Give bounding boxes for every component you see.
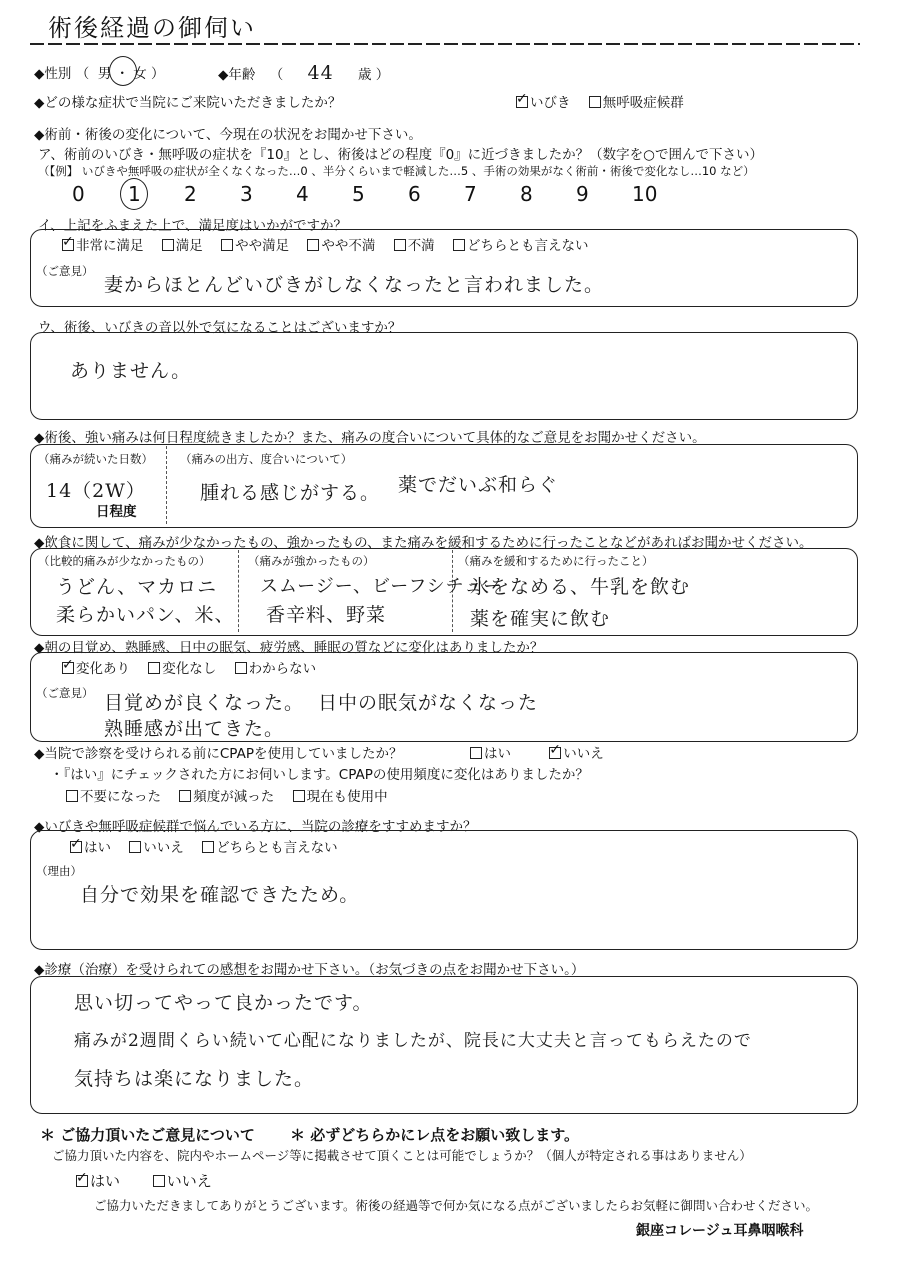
satisfaction-very-satisfied[interactable] xyxy=(62,238,144,254)
pain-question: ◆術後、強い痛みは何日程度続きましたか？また、痛みの度合いについて具体的なご意見をお聞かせください。 xyxy=(34,430,706,446)
food-col-relief-line-1[interactable]: 氷をなめる、牛乳を飲む xyxy=(470,576,691,598)
symptom-question: ◆どの様な症状で当院にご来院いただきましたか？ xyxy=(34,95,342,111)
cpap-options xyxy=(470,742,618,762)
satisfaction-neither[interactable] xyxy=(453,238,589,254)
option-label: いいえ xyxy=(143,840,184,856)
age-label: ◆年齢 xyxy=(218,67,256,83)
option-label: どちらとも言えない xyxy=(216,840,338,856)
reason-label: （理由） xyxy=(36,864,82,878)
sleep-changed[interactable] xyxy=(62,661,130,677)
option-label: はい xyxy=(84,840,111,856)
food-divider-1 xyxy=(238,550,239,632)
food-col-relief-label: （痛みを緩和するために行ったこと） xyxy=(458,554,654,568)
u-answer[interactable]: ありません。 xyxy=(70,360,192,382)
checkbox-icon xyxy=(589,96,601,108)
option-label: 変化なし xyxy=(162,661,217,677)
consent-no[interactable] xyxy=(153,1172,212,1190)
checkbox-icon xyxy=(453,239,465,251)
option-label: 変化あり xyxy=(76,661,130,677)
sleep-opinion-label: （ご意見） xyxy=(36,686,94,700)
pain-detail-answer-2[interactable]: 薬でだいぶ和らぐ xyxy=(398,474,559,496)
clinic-name: 銀座コレージュ耳鼻咽喉科 xyxy=(636,1223,804,1239)
option-label: やや満足 xyxy=(235,238,290,254)
checkbox-icon xyxy=(179,790,191,802)
scale-9[interactable]: 9 xyxy=(576,182,589,206)
question-a: ア、術前のいびき・無呼吸の症状を『10』とし、術後はどの程度『0』に近づきましたか？（数字を○で囲んで下さい） xyxy=(38,147,763,163)
recommend-no[interactable] xyxy=(129,840,184,856)
cpap-yes[interactable] xyxy=(470,746,511,762)
option-label: 非常に満足 xyxy=(76,238,144,254)
food-col-less-label: （比較的痛みが少なかったもの） xyxy=(38,554,211,568)
scale-8[interactable]: 8 xyxy=(520,182,533,206)
pain-detail-label: （痛みの出方、度合いについて） xyxy=(180,452,353,466)
gender-row xyxy=(34,62,164,82)
gender-female-option[interactable]: 女 xyxy=(133,66,147,82)
pain-detail-answer-1[interactable]: 腫れる感じがする。 xyxy=(200,482,381,504)
satisfaction-satisfied[interactable] xyxy=(162,238,203,254)
cpap-no[interactable] xyxy=(549,746,604,762)
checkbox-checked-icon xyxy=(76,1175,88,1187)
checkbox-checked-icon xyxy=(62,662,74,674)
checkbox-icon xyxy=(235,662,247,674)
checkbox-icon xyxy=(153,1175,165,1187)
gender-paren-open: （ xyxy=(75,66,90,82)
cpap-question: ◆当院で診察を受けられる前にCPAPを使用していましたか？ xyxy=(34,746,403,762)
sleep-answer-3[interactable]: 熟睡感が出てきた。 xyxy=(104,718,285,740)
checkbox-icon xyxy=(66,790,78,802)
checkbox-icon xyxy=(293,790,305,802)
change-question: ◆術前・術後の変化について、今現在の状況をお聞かせ下さい。 xyxy=(34,127,422,143)
pain-divider xyxy=(166,446,167,524)
scale-example: （【例】 いびきや無呼吸の症状が全くなくなった…0 、半分くらいまで軽減した…5 、手術の効果がなく術前・術後で変化なし…10 など） xyxy=(38,164,755,178)
option-label: いいえ xyxy=(166,1172,212,1190)
satisfaction-somewhat-dissatisfied[interactable] xyxy=(307,238,375,254)
gender-paren-close: ） xyxy=(150,66,165,82)
age-value[interactable]: 44 xyxy=(307,62,334,84)
checkbox-icon xyxy=(202,841,214,853)
checkbox-icon xyxy=(162,239,174,251)
food-col-strong-line-1[interactable]: スムージー、ビーフシチュー xyxy=(260,576,503,597)
footer-heading-1: ＊ ご協力頂いたご意見について xyxy=(40,1126,255,1144)
age-row xyxy=(218,62,389,84)
cpap-unneeded[interactable] xyxy=(66,789,161,805)
satisfaction-dissatisfied[interactable] xyxy=(394,238,435,254)
impression-line-1[interactable]: 思い切ってやって良かったです。 xyxy=(74,992,373,1014)
gender-male-option[interactable]: 男 xyxy=(97,66,112,82)
sleep-answer-1[interactable]: 目覚めが良くなった。 xyxy=(104,692,305,714)
gender-selected-circle xyxy=(109,56,137,86)
symptom-options xyxy=(516,91,698,111)
checkbox-icon xyxy=(129,841,141,853)
food-col-strong-line-2[interactable]: 香辛料、野菜 xyxy=(266,604,387,626)
sleep-question: ◆朝の目覚め、熟睡感、日中の眠気、疲労感、睡眠の質などに変化はありましたか？ xyxy=(34,640,544,656)
age-paren-close: ） xyxy=(375,67,390,83)
checkbox-icon xyxy=(307,239,319,251)
scale-0[interactable]: 0 xyxy=(72,182,85,206)
option-label: 頻度が減った xyxy=(193,789,275,805)
food-col-strong-label: （痛みが強かったもの） xyxy=(248,554,375,568)
scale-6[interactable]: 6 xyxy=(408,182,421,206)
checkbox-icon xyxy=(470,747,482,759)
checkbox-checked-icon xyxy=(549,747,561,759)
satisfaction-answer[interactable]: 妻からほとんどいびきがしなくなったと言われました。 xyxy=(104,274,605,296)
gender-separator: ・ xyxy=(115,66,129,82)
option-label: 不要になった xyxy=(80,789,161,805)
option-label: どちらとも言えない xyxy=(466,238,589,254)
scale-10[interactable]: 10 xyxy=(632,182,658,206)
sleep-unchanged[interactable] xyxy=(148,661,216,677)
checkbox-icon xyxy=(394,239,406,251)
consent-yes[interactable] xyxy=(76,1172,120,1190)
symptom-option-apnea[interactable] xyxy=(589,95,684,111)
scale-5[interactable]: 5 xyxy=(352,182,365,206)
thanks-text: ご協力いただきましてありがとうございます。術後の経過等で何か気になる点がございましたらお気軽に御問い合わせください。 xyxy=(94,1198,819,1213)
option-label: やや不満 xyxy=(321,238,376,254)
impression-line-3[interactable]: 気持ちは楽になりました。 xyxy=(74,1068,315,1090)
recommend-options xyxy=(70,836,352,856)
gender-label: ◆性別 xyxy=(34,66,72,82)
scale-1[interactable]: 1 xyxy=(128,182,141,206)
scale-selected-circle xyxy=(120,178,148,210)
option-label: いいえ xyxy=(563,746,604,762)
option-label: いびき xyxy=(530,95,571,111)
pain-days-value[interactable]: 14（2W） xyxy=(46,480,146,502)
scale-3[interactable]: 3 xyxy=(240,182,253,206)
sleep-unknown[interactable] xyxy=(235,661,317,677)
food-col-less-line-2[interactable]: 柔らかいパン、米、 xyxy=(56,604,235,626)
option-label: はい xyxy=(90,1172,121,1190)
food-question: ◆飲食に関して、痛みが少なかったもの、強かったもの、また痛みを緩和するために行ったことなどがあればお聞かせください。 xyxy=(34,535,813,551)
pain-days-label: （痛みが続いた日数） xyxy=(38,452,153,466)
footer-heading-2: ＊ 必ずどちらかにレ点をお願い致します。 xyxy=(290,1126,580,1144)
scale-4[interactable]: 4 xyxy=(296,182,309,206)
recommend-question: ◆いびきや無呼吸症候群で悩んでいる方に、当院の診療をすすめますか？ xyxy=(34,819,477,835)
satisfaction-somewhat-satisfied[interactable] xyxy=(221,238,289,254)
checkbox-checked-icon xyxy=(62,239,74,251)
age-paren-open: （ xyxy=(269,67,284,83)
consent-options xyxy=(76,1170,226,1191)
question-u: ウ、術後、いびきの音以外で気になることはございますか？ xyxy=(38,320,402,336)
option-label: 不満 xyxy=(407,238,435,254)
title-underline xyxy=(30,40,860,48)
cpap-sub-question: ・『はい』にチェックされた方にお伺いします。CPAPの使用頻度に変化はありましたか？ xyxy=(50,767,589,783)
option-label: わからない xyxy=(248,661,317,677)
recommend-yes[interactable] xyxy=(70,840,111,856)
impression-line-2[interactable]: 痛みが2週間くらい続いて心配になりましたが、院長に大丈夫と言ってもらえたので xyxy=(74,1031,752,1051)
pain-days-unit: 日程度 xyxy=(96,504,137,520)
scale-2[interactable]: 2 xyxy=(184,182,197,206)
food-col-relief-line-2[interactable]: 薬を確実に飲む xyxy=(470,608,611,630)
cpap-reduced[interactable] xyxy=(179,789,274,805)
age-unit: 歳 xyxy=(357,67,372,83)
scale-row xyxy=(72,182,688,206)
opinion-label: （ご意見） xyxy=(36,264,94,278)
food-col-less-line-1[interactable]: うどん、マカロニ xyxy=(56,576,218,598)
option-label: 無呼吸症候群 xyxy=(602,95,684,111)
cpap-still-using[interactable] xyxy=(293,789,388,805)
question-i: イ、上記をふまえた上で、満足度はいかがですか？ xyxy=(38,218,348,234)
cpap-sub-options xyxy=(66,785,402,805)
checkbox-checked-icon xyxy=(516,96,528,108)
option-label: 現在も使用中 xyxy=(306,789,388,805)
impression-question: ◆診療（治療）を受けられての感想をお聞かせ下さい。（お気づきの点をお聞かせ下さい。） xyxy=(34,962,585,978)
footer-question: ご協力頂いた内容を、院内やホームページ等に掲載させて頂くことは可能でしょうか？（個人が特定される事はありません） xyxy=(52,1148,752,1163)
symptom-option-snoring[interactable] xyxy=(516,95,571,111)
reason-answer[interactable]: 自分で効果を確認できたため。 xyxy=(80,884,360,906)
checkbox-checked-icon xyxy=(70,841,82,853)
page-title: 術後経過の御伺い xyxy=(48,14,256,42)
option-label: はい xyxy=(484,746,511,762)
recommend-neither[interactable] xyxy=(202,840,338,856)
scale-7[interactable]: 7 xyxy=(464,182,477,206)
sleep-answer-2[interactable]: 日中の眠気がなくなった xyxy=(318,692,539,714)
checkbox-icon xyxy=(148,662,160,674)
option-label: 満足 xyxy=(175,238,203,254)
checkbox-icon xyxy=(221,239,233,251)
satisfaction-options xyxy=(62,234,602,254)
sleep-options xyxy=(62,657,330,677)
